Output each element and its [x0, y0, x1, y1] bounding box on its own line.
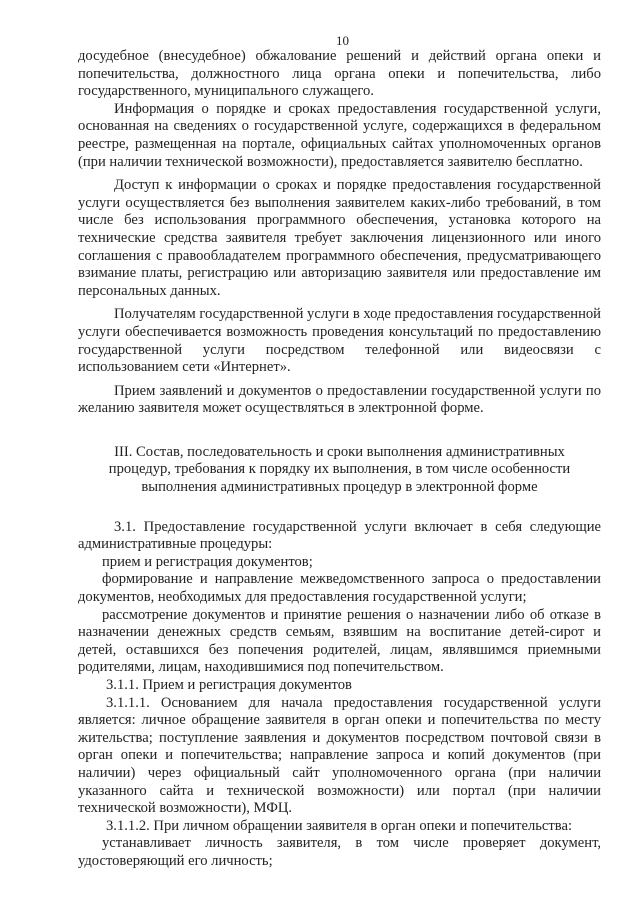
paragraph-personal-visit: 3.1.1.2. При личном обращении заявителя в орган опеки и попечительства: — [106, 817, 573, 834]
paragraph-procedures-intro: 3.1. Предоставление государственной услуги включает в себя следующие административные процедуры: — [78, 518, 601, 553]
paragraph-grounds: 3.1.1.1. Основанием для начала предоставления государственной услуги является: личное обращение заявителя в орган опеки и попечительства по месту жительства; поступление заявления и документов посредством почтовой связи в орган опеки и попечительства; направление запроса и копий документов (при наличии) через официальный сайт уполномоченного органа (при наличии указанного сайта и технической возможности) или портал (при наличии технической возможности), МФЦ. — [78, 694, 601, 817]
paragraph-electronic-form: Прием заявлений и документов о предоставлении государственной услуги по желанию заявителя может осуществляться в электронной форме. — [78, 382, 601, 417]
paragraph-info-free: Информация о порядке и сроках предоставления государственной услуги, основанная на сведениях о государственной услуге, содержащихся в федеральном реестре, размещенная на портале, официальных сайтах уполномоченных органов (при наличии технической возможности), предоставляется заявителю бесплатно. — [78, 100, 601, 170]
paragraph-access-info: Доступ к информации о сроках и порядке предоставления государственной услуги осуществляется без выполнения заявителем каких-либо требований, в том числе без использования программного обеспечения, установка которого на технические средства заявителя требует заключения лицензионного или иного соглашения с правообладателем программного обеспечения, предусматривающего взимание платы, регистрацию или авторизацию заявителя или предоставление им персональных данных. — [78, 177, 601, 299]
list-item-registration: прием и регистрация документов; — [102, 553, 313, 570]
section-heading: III. Состав, последовательность и сроки выполнения административных процедур, требования к порядку их выполнения, в том числе особенности выполнения административных процедур в электронной форме — [108, 443, 571, 496]
paragraph-consultations: Получателям государственной услуги в ходе предоставления государственной услуги обеспечивается возможность проведения консультаций по предоставлению государственной услуги посредством телефонной или видеосвязи с использованием сети «Интернет». — [78, 306, 601, 376]
list-item-interagency-request: формирование и направление межведомственного запроса о предоставлении документов, необходимых для предоставления государственной услуги; — [78, 571, 601, 606]
list-item-decision: рассмотрение документов и принятие решения о назначении либо об отказе в назначении денежных средств семьям, взявшим на воспитание детей-сирот и детей, оставшихся без попечения родителей, лицам, являвшимся приемными родителями, лицам, находившимися под попечительством. — [78, 606, 601, 676]
subsection-heading: 3.1.1. Прием и регистрация документов — [106, 677, 352, 693]
list-item-identity-check: устанавливает личность заявителя, в том числе проверяет документ, удостоверяющий его личность; — [78, 835, 601, 869]
page-number: 10 — [336, 33, 349, 48]
paragraph-appeal: досудебное (внесудебное) обжалование решений и действий органа опеки и попечительства, должностного лица органа опеки и попечительства, либо государственного, муниципального служащего. — [78, 48, 601, 100]
